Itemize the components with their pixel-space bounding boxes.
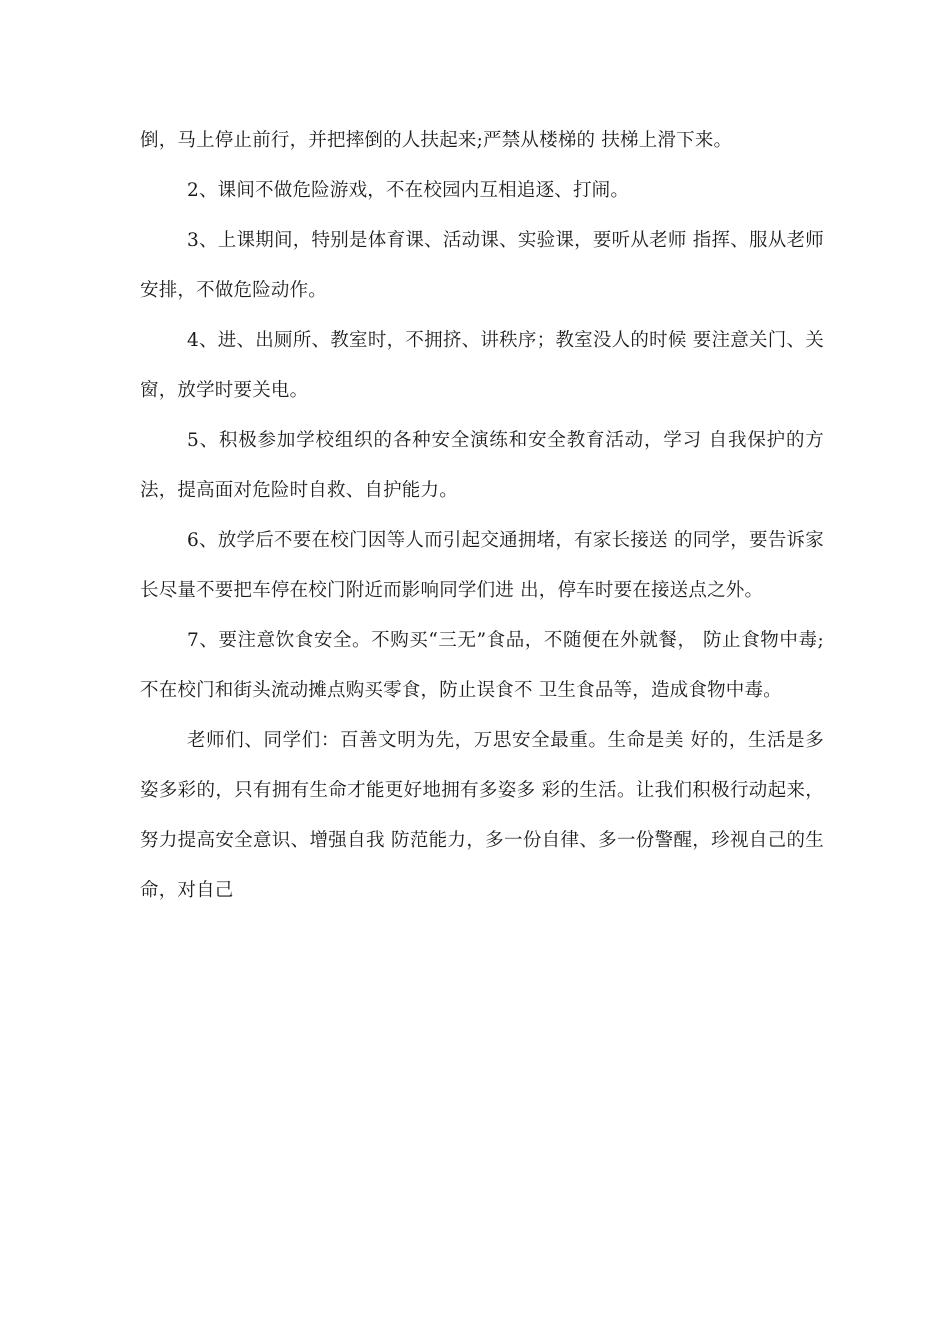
document-body bbox=[140, 116, 824, 916]
paragraph-3: 3、上课期间，特别是体育课、活动课、实验课，要听从老师 指挥、服从老师安排，不做危险动作。 bbox=[140, 230, 824, 301]
paragraph-2: 2、课间不做危险游戏，不在校园内互相追逐、打闹。 bbox=[187, 180, 630, 201]
paragraph-8: 老师们、同学们：百善文明为先，万思安全最重。生命是美 好的，生活是多姿多彩的，只有拥有生命才能更好地拥有多姿多 彩的生活。让我们积极行动起来，努力提高安全意识、增强自我 防范能力，多一份自律、多一份警醒，珍视自己的生命，对自己 bbox=[140, 730, 824, 901]
paragraph-5: 5、积极参加学校组织的各种安全演练和安全教育活动，学习 自我保护的方法，提高面对危险时自救、自护能力。 bbox=[140, 430, 824, 501]
paragraph-7: 7、要注意饮食安全。不购买“三无”食品，不随便在外就餐， 防止食物中毒;不在校门和街头流动摊点购买零食，防止误食不 卫生食品等，造成食物中毒。 bbox=[140, 630, 824, 701]
paragraph-6: 6、放学后不要在校门因等人而引起交通拥堵，有家长接送 的同学，要告诉家长尽量不要把车停在校门附近而影响同学们进 出，停车时要在接送点之外。 bbox=[140, 530, 824, 601]
paragraph-1: 倒，马上停止前行，并把摔倒的人扶起来;严禁从楼梯的 扶梯上滑下来。 bbox=[140, 130, 733, 151]
paragraph-4: 4、进、出厕所、教室时，不拥挤、讲秩序；教室没人的时候 要注意关门、关窗，放学时要关电。 bbox=[140, 330, 824, 401]
